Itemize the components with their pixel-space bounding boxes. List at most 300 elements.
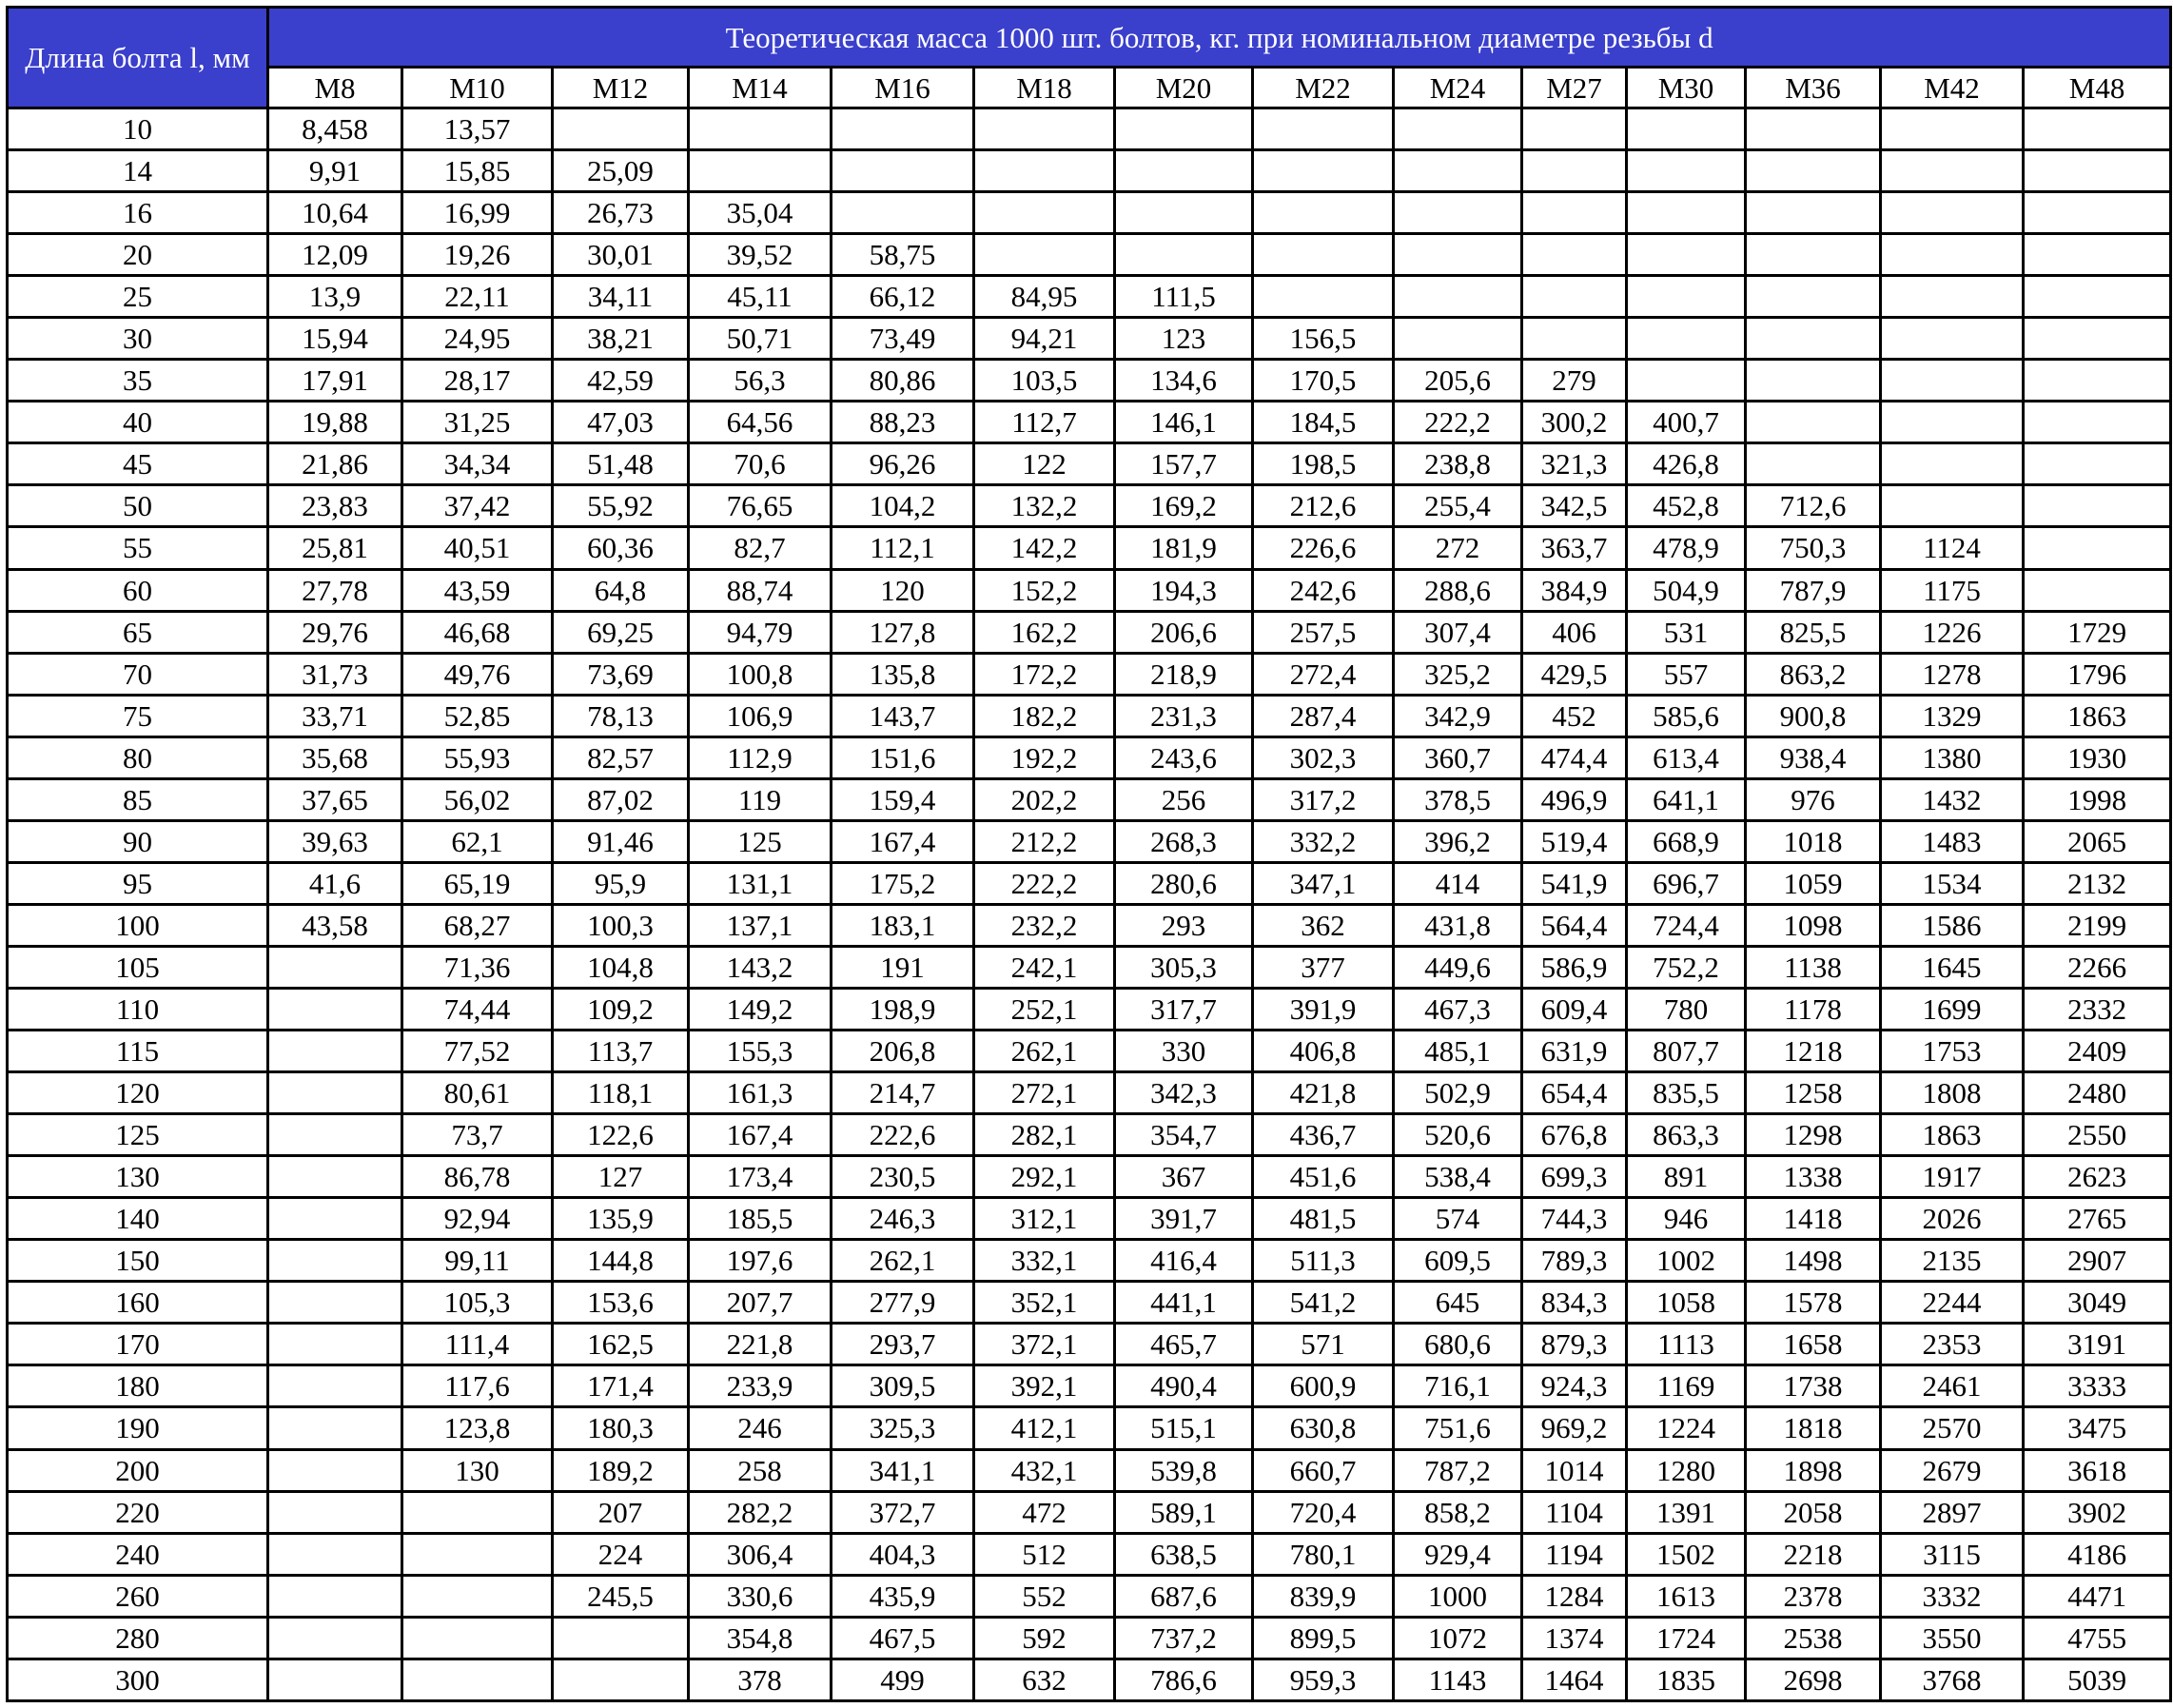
- mass-cell: [268, 1156, 402, 1198]
- mass-cell: 277,9: [832, 1282, 974, 1324]
- table-row: [8, 820, 2171, 862]
- mass-cell: 51,48: [553, 443, 689, 485]
- mass-cell: 3475: [2024, 1407, 2171, 1449]
- mass-cell: 1863: [1881, 1114, 2024, 1156]
- bolt-length-cell: 260: [8, 1575, 268, 1617]
- mass-cell: 504,9: [1627, 569, 1746, 611]
- mass-cell: 109,2: [553, 988, 689, 1030]
- mass-cell: 363,7: [1522, 527, 1627, 569]
- mass-cell: [2024, 485, 2171, 527]
- mass-cell: 39,63: [268, 820, 402, 862]
- mass-cell: 16,99: [402, 192, 553, 234]
- mass-cell: 378: [689, 1659, 832, 1700]
- mass-cell: 589,1: [1115, 1491, 1253, 1533]
- mass-cell: 26,73: [553, 192, 689, 234]
- mass-cell: 2698: [1746, 1659, 1881, 1700]
- mass-cell: [1746, 192, 1881, 234]
- bolt-length-cell: 105: [8, 946, 268, 988]
- mass-cell: 600,9: [1253, 1365, 1394, 1407]
- mass-cell: 2026: [1881, 1198, 2024, 1240]
- table-row: [8, 653, 2171, 695]
- mass-cell: 321,3: [1522, 443, 1627, 485]
- mass-cell: 112,1: [832, 527, 974, 569]
- mass-cell: 660,7: [1253, 1449, 1394, 1491]
- mass-cell: 58,75: [832, 234, 974, 276]
- bolt-length-cell: 20: [8, 234, 268, 276]
- mass-cell: 202,2: [974, 778, 1115, 820]
- diameter-header: М36: [1746, 68, 1881, 108]
- mass-cell: [1627, 108, 1746, 150]
- mass-cell: 367: [1115, 1156, 1253, 1198]
- mass-cell: [1522, 192, 1627, 234]
- mass-cell: 272,1: [974, 1072, 1115, 1114]
- bolt-length-cell: 300: [8, 1659, 268, 1700]
- mass-cell: 50,71: [689, 318, 832, 360]
- mass-cell: [974, 108, 1115, 150]
- mass-cell: 222,2: [1394, 402, 1522, 443]
- mass-cell: [832, 192, 974, 234]
- mass-cell: 668,9: [1627, 820, 1746, 862]
- mass-cell: 879,3: [1522, 1324, 1627, 1365]
- mass-cell: 91,46: [553, 820, 689, 862]
- mass-cell: 1175: [1881, 569, 2024, 611]
- mass-cell: 30,01: [553, 234, 689, 276]
- mass-cell: 1483: [1881, 820, 2024, 862]
- mass-cell: 15,94: [268, 318, 402, 360]
- mass-cell: 123: [1115, 318, 1253, 360]
- mass-cell: 292,1: [974, 1156, 1115, 1198]
- mass-cell: [974, 192, 1115, 234]
- mass-cell: [1881, 192, 2024, 234]
- mass-cell: 175,2: [832, 862, 974, 904]
- mass-cell: 198,5: [1253, 443, 1394, 485]
- mass-cell: [1394, 318, 1522, 360]
- mass-cell: 4186: [2024, 1533, 2171, 1575]
- table-row: [8, 1072, 2171, 1114]
- mass-cell: [1627, 234, 1746, 276]
- mass-cell: 2623: [2024, 1156, 2171, 1198]
- bolt-length-cell: 75: [8, 695, 268, 736]
- mass-cell: 96,26: [832, 443, 974, 485]
- mass-cell: 31,73: [268, 653, 402, 695]
- mass-cell: [1627, 318, 1746, 360]
- diameter-header: М24: [1394, 68, 1522, 108]
- bolt-length-cell: 240: [8, 1533, 268, 1575]
- mass-cell: 2461: [1881, 1365, 2024, 1407]
- mass-cell: 377: [1253, 946, 1394, 988]
- mass-cell: 1432: [1881, 778, 2024, 820]
- mass-cell: 432,1: [974, 1449, 1115, 1491]
- bolt-length-cell: 140: [8, 1198, 268, 1240]
- mass-cell: 82,57: [553, 736, 689, 778]
- mass-cell: 465,7: [1115, 1324, 1253, 1365]
- mass-cell: 122,6: [553, 1114, 689, 1156]
- mass-cell: 185,5: [689, 1198, 832, 1240]
- table-row: [8, 1114, 2171, 1156]
- mass-cell: 2058: [1746, 1491, 1881, 1533]
- mass-cell: 1391: [1627, 1491, 1746, 1533]
- mass-cell: 55,93: [402, 736, 553, 778]
- mass-cell: 645: [1394, 1282, 1522, 1324]
- mass-cell: [974, 234, 1115, 276]
- mass-cell: 111,5: [1115, 276, 1253, 318]
- mass-cell: 307,4: [1394, 611, 1522, 653]
- mass-cell: 73,7: [402, 1114, 553, 1156]
- table-row: [8, 1282, 2171, 1324]
- mass-cell: 27,78: [268, 569, 402, 611]
- mass-cell: 2538: [1746, 1617, 1881, 1659]
- bolt-length-cell: 180: [8, 1365, 268, 1407]
- mass-cell: 302,3: [1253, 736, 1394, 778]
- mass-cell: 233,9: [689, 1365, 832, 1407]
- mass-cell: 207: [553, 1491, 689, 1533]
- mass-cell: 1058: [1627, 1282, 1746, 1324]
- mass-cell: 1808: [1881, 1072, 2024, 1114]
- table-row: [8, 192, 2171, 234]
- mass-cell: [832, 108, 974, 150]
- mass-cell: 41,6: [268, 862, 402, 904]
- mass-cell: 189,2: [553, 1449, 689, 1491]
- mass-cell: [553, 108, 689, 150]
- mass-cell: 42,59: [553, 360, 689, 402]
- mass-cell: [268, 1198, 402, 1240]
- mass-cell: 25,81: [268, 527, 402, 569]
- mass-cell: 2378: [1746, 1575, 1881, 1617]
- mass-cell: 1753: [1881, 1031, 2024, 1072]
- mass-cell: 2218: [1746, 1533, 1881, 1575]
- mass-cell: 467,3: [1394, 988, 1522, 1030]
- mass-cell: 900,8: [1746, 695, 1881, 736]
- mass-cell: 839,9: [1253, 1575, 1394, 1617]
- mass-cell: 429,5: [1522, 653, 1627, 695]
- mass-cell: 306,4: [689, 1533, 832, 1575]
- mass-cell: 2132: [2024, 862, 2171, 904]
- mass-cell: [1746, 360, 1881, 402]
- bolt-length-cell: 40: [8, 402, 268, 443]
- mass-cell: 478,9: [1627, 527, 1746, 569]
- mass-cell: 191: [832, 946, 974, 988]
- mass-cell: 3550: [1881, 1617, 2024, 1659]
- mass-cell: 696,7: [1627, 862, 1746, 904]
- mass-cell: 1835: [1627, 1659, 1746, 1700]
- mass-cell: 134,6: [1115, 360, 1253, 402]
- mass-cell: 305,3: [1115, 946, 1253, 988]
- mass-cell: 87,02: [553, 778, 689, 820]
- mass-cell: 342,5: [1522, 485, 1627, 527]
- mass-cell: 3191: [2024, 1324, 2171, 1365]
- mass-cell: [2024, 234, 2171, 276]
- mass-cell: 609,4: [1522, 988, 1627, 1030]
- mass-cell: 64,8: [553, 569, 689, 611]
- mass-cell: 1104: [1522, 1491, 1627, 1533]
- mass-cell: 1658: [1746, 1324, 1881, 1365]
- mass-cell: 5039: [2024, 1659, 2171, 1700]
- mass-cell: 312,1: [974, 1198, 1115, 1240]
- mass-cell: 231,3: [1115, 695, 1253, 736]
- mass-cell: 88,74: [689, 569, 832, 611]
- mass-cell: 224: [553, 1533, 689, 1575]
- mass-cell: 574: [1394, 1198, 1522, 1240]
- mass-cell: 77,52: [402, 1031, 553, 1072]
- mass-cell: 12,09: [268, 234, 402, 276]
- bolt-length-cell: 125: [8, 1114, 268, 1156]
- mass-cell: [268, 1072, 402, 1114]
- mass-cell: 252,1: [974, 988, 1115, 1030]
- mass-cell: 1258: [1746, 1072, 1881, 1114]
- table-row: [8, 904, 2171, 946]
- corner-header-length: Длина болта l, мм: [8, 8, 268, 108]
- mass-cell: [1522, 276, 1627, 318]
- mass-cell: 127: [553, 1156, 689, 1198]
- mass-cell: 787,9: [1746, 569, 1881, 611]
- mass-cell: 406: [1522, 611, 1627, 653]
- mass-cell: 182,2: [974, 695, 1115, 736]
- mass-cell: 1338: [1746, 1156, 1881, 1198]
- mass-cell: [1627, 276, 1746, 318]
- table-row: [8, 1491, 2171, 1533]
- mass-cell: 2570: [1881, 1407, 2024, 1449]
- mass-cell: 3902: [2024, 1491, 2171, 1533]
- mass-cell: 1645: [1881, 946, 2024, 988]
- mass-cell: 184,5: [1253, 402, 1394, 443]
- mass-cell: [268, 1365, 402, 1407]
- mass-cell: [1394, 150, 1522, 192]
- bolt-length-cell: 65: [8, 611, 268, 653]
- mass-cell: 33,71: [268, 695, 402, 736]
- mass-cell: [689, 108, 832, 150]
- mass-cell: 391,7: [1115, 1198, 1253, 1240]
- mass-cell: 354,8: [689, 1617, 832, 1659]
- mass-cell: 170,5: [1253, 360, 1394, 402]
- mass-cell: 1464: [1522, 1659, 1627, 1700]
- table-body: [8, 108, 2171, 1701]
- mass-cell: 325,3: [832, 1407, 974, 1449]
- mass-cell: 37,65: [268, 778, 402, 820]
- mass-cell: 431,8: [1394, 904, 1522, 946]
- bolt-length-cell: 60: [8, 569, 268, 611]
- mass-cell: 490,4: [1115, 1365, 1253, 1407]
- table-row: [8, 1617, 2171, 1659]
- mass-cell: 13,57: [402, 108, 553, 150]
- mass-cell: [402, 1617, 553, 1659]
- diameter-header: М30: [1627, 68, 1746, 108]
- mass-cell: 162,2: [974, 611, 1115, 653]
- mass-cell: 352,1: [974, 1282, 1115, 1324]
- mass-cell: 406,8: [1253, 1031, 1394, 1072]
- mass-cell: 78,13: [553, 695, 689, 736]
- mass-cell: 2332: [2024, 988, 2171, 1030]
- mass-cell: 976: [1746, 778, 1881, 820]
- mass-cell: 789,3: [1522, 1240, 1627, 1282]
- mass-cell: [268, 1324, 402, 1365]
- mass-cell: 272: [1394, 527, 1522, 569]
- mass-cell: [402, 1533, 553, 1575]
- mass-cell: [1746, 234, 1881, 276]
- mass-cell: [1394, 108, 1522, 150]
- mass-cell: 242,6: [1253, 569, 1394, 611]
- mass-cell: 858,2: [1394, 1491, 1522, 1533]
- table-row: [8, 611, 2171, 653]
- mass-cell: 712,6: [1746, 485, 1881, 527]
- mass-cell: 43,58: [268, 904, 402, 946]
- mass-cell: [268, 1282, 402, 1324]
- mass-cell: 1072: [1394, 1617, 1522, 1659]
- mass-cell: 56,02: [402, 778, 553, 820]
- mass-cell: 3115: [1881, 1533, 2024, 1575]
- table-row: [8, 1659, 2171, 1700]
- mass-cell: 207,7: [689, 1282, 832, 1324]
- mass-cell: 258: [689, 1449, 832, 1491]
- mass-cell: 1169: [1627, 1365, 1746, 1407]
- mass-cell: 25,09: [553, 150, 689, 192]
- mass-cell: 613,4: [1627, 736, 1746, 778]
- bolt-length-cell: 130: [8, 1156, 268, 1198]
- mass-cell: 212,2: [974, 820, 1115, 862]
- mass-cell: 73,69: [553, 653, 689, 695]
- mass-cell: 2480: [2024, 1072, 2171, 1114]
- mass-cell: 279: [1522, 360, 1627, 402]
- mass-cell: 104,8: [553, 946, 689, 988]
- table-row: [8, 1575, 2171, 1617]
- mass-cell: 43,59: [402, 569, 553, 611]
- mass-cell: 206,8: [832, 1031, 974, 1072]
- diameter-header: М48: [2024, 68, 2171, 108]
- mass-cell: 391,9: [1253, 988, 1394, 1030]
- mass-cell: 127,8: [832, 611, 974, 653]
- mass-cell: [1881, 360, 2024, 402]
- mass-cell: 105,3: [402, 1282, 553, 1324]
- table-row: [8, 443, 2171, 485]
- mass-cell: 171,4: [553, 1365, 689, 1407]
- mass-cell: 317,7: [1115, 988, 1253, 1030]
- mass-cell: 360,7: [1394, 736, 1522, 778]
- mass-cell: 891: [1627, 1156, 1746, 1198]
- mass-cell: [1627, 150, 1746, 192]
- mass-cell: 192,2: [974, 736, 1115, 778]
- mass-cell: 47,03: [553, 402, 689, 443]
- mass-cell: 230,5: [832, 1156, 974, 1198]
- mass-cell: 29,76: [268, 611, 402, 653]
- mass-cell: 807,7: [1627, 1031, 1746, 1072]
- mass-cell: 592: [974, 1617, 1115, 1659]
- diameter-header: М18: [974, 68, 1115, 108]
- mass-cell: 720,4: [1253, 1491, 1394, 1533]
- mass-cell: 156,5: [1253, 318, 1394, 360]
- diameter-header: М20: [1115, 68, 1253, 108]
- mass-cell: [1522, 234, 1627, 276]
- mass-cell: [1394, 276, 1522, 318]
- mass-cell: 143,7: [832, 695, 974, 736]
- mass-cell: 539,8: [1115, 1449, 1253, 1491]
- mass-cell: 122: [974, 443, 1115, 485]
- mass-cell: 1998: [2024, 778, 2171, 820]
- mass-cell: 899,5: [1253, 1617, 1394, 1659]
- bolt-length-cell: 170: [8, 1324, 268, 1365]
- diameter-header: М22: [1253, 68, 1394, 108]
- mass-cell: 737,2: [1115, 1617, 1253, 1659]
- mass-cell: [2024, 360, 2171, 402]
- mass-cell: 699,3: [1522, 1156, 1627, 1198]
- mass-cell: 146,1: [1115, 402, 1253, 443]
- mass-cell: 21,86: [268, 443, 402, 485]
- mass-cell: [1115, 192, 1253, 234]
- table-row: [8, 1407, 2171, 1449]
- mass-cell: [1253, 276, 1394, 318]
- table-row: [8, 150, 2171, 192]
- mass-cell: 287,4: [1253, 695, 1394, 736]
- mass-cell: 13,9: [268, 276, 402, 318]
- mass-cell: 1917: [1881, 1156, 2024, 1198]
- mass-cell: 451,6: [1253, 1156, 1394, 1198]
- mass-cell: 474,4: [1522, 736, 1627, 778]
- table-row: [8, 276, 2171, 318]
- mass-cell: 282,1: [974, 1114, 1115, 1156]
- diameter-header: М27: [1522, 68, 1627, 108]
- mass-cell: 485,1: [1394, 1031, 1522, 1072]
- mass-cell: 531: [1627, 611, 1746, 653]
- mass-cell: 1578: [1746, 1282, 1881, 1324]
- mass-cell: 181,9: [1115, 527, 1253, 569]
- mass-cell: 84,95: [974, 276, 1115, 318]
- diameter-header: М12: [553, 68, 689, 108]
- mass-cell: 162,5: [553, 1324, 689, 1365]
- mass-cell: 452: [1522, 695, 1627, 736]
- mass-cell: 100,3: [553, 904, 689, 946]
- mass-cell: 70,6: [689, 443, 832, 485]
- mass-cell: 262,1: [832, 1240, 974, 1282]
- mass-cell: 400,7: [1627, 402, 1746, 443]
- mass-cell: 481,5: [1253, 1198, 1394, 1240]
- mass-cell: [1881, 108, 2024, 150]
- mass-cell: 515,1: [1115, 1407, 1253, 1449]
- mass-cell: 863,2: [1746, 653, 1881, 695]
- mass-cell: 8,458: [268, 108, 402, 150]
- mass-cell: 99,11: [402, 1240, 553, 1282]
- mass-cell: 10,64: [268, 192, 402, 234]
- mass-cell: 280,6: [1115, 862, 1253, 904]
- mass-cell: [402, 1659, 553, 1700]
- table-row: [8, 527, 2171, 569]
- mass-cell: 924,3: [1522, 1365, 1627, 1407]
- mass-cell: 609,5: [1394, 1240, 1522, 1282]
- table-row: [8, 862, 2171, 904]
- bolt-length-cell: 16: [8, 192, 268, 234]
- mass-cell: 3333: [2024, 1365, 2171, 1407]
- mass-cell: [1253, 234, 1394, 276]
- mass-cell: [1253, 108, 1394, 150]
- mass-cell: 1278: [1881, 653, 2024, 695]
- mass-cell: 206,6: [1115, 611, 1253, 653]
- mass-cell: 293: [1115, 904, 1253, 946]
- mass-cell: 1930: [2024, 736, 2171, 778]
- mass-cell: 17,91: [268, 360, 402, 402]
- mass-cell: 342,9: [1394, 695, 1522, 736]
- mass-cell: 384,9: [1522, 569, 1627, 611]
- mass-cell: [1881, 402, 2024, 443]
- mass-cell: 104,2: [832, 485, 974, 527]
- mass-cell: 347,1: [1253, 862, 1394, 904]
- mass-cell: 22,11: [402, 276, 553, 318]
- mass-cell: 88,23: [832, 402, 974, 443]
- mass-cell: 183,1: [832, 904, 974, 946]
- table-row: [8, 736, 2171, 778]
- mass-cell: [268, 1533, 402, 1575]
- mass-cell: 2765: [2024, 1198, 2171, 1240]
- mass-cell: 282,2: [689, 1491, 832, 1533]
- mass-cell: 325,2: [1394, 653, 1522, 695]
- mass-cell: 74,44: [402, 988, 553, 1030]
- mass-cell: 232,2: [974, 904, 1115, 946]
